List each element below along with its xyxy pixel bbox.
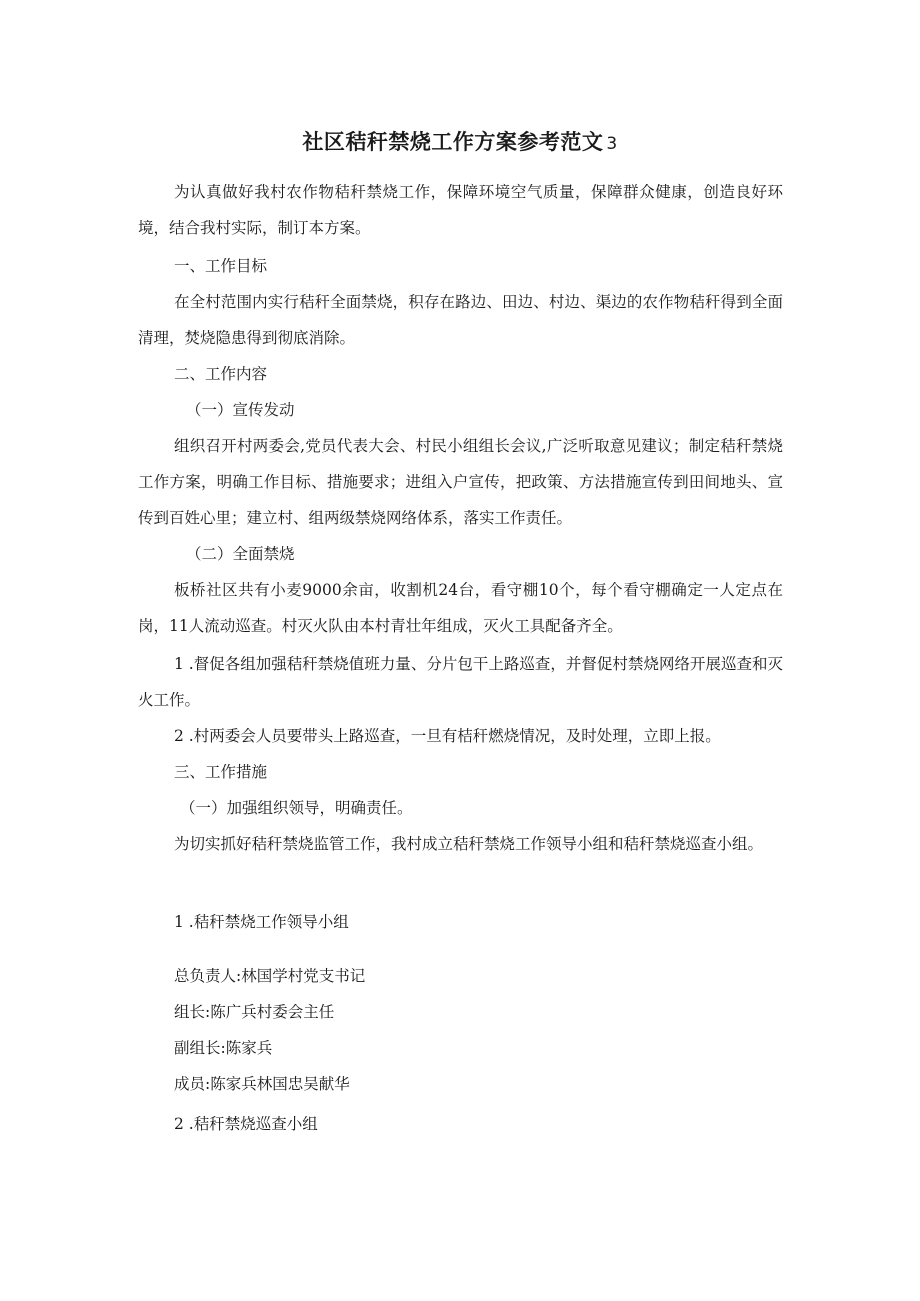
subheading-organization: （一）加强组织领导，明确责任。 [180, 799, 413, 817]
full-ban-paragraph: 板桥社区共有小麦9000余亩，收割机24台，看守棚10个，每个看守棚确定一人定点在岗，11人流动巡查。村灭火队由本村青壮年组成，灭火工具配备齐全。 [138, 581, 783, 635]
chief-responsible-line: 总负责人:林国学村党支书记 [174, 967, 366, 985]
subheading-publicity: （一）宣传发动 [186, 401, 295, 419]
section-heading-content: 二、工作内容 [174, 365, 268, 383]
section-heading-goal: 一、工作目标 [174, 257, 268, 275]
publicity-paragraph: 组织召开村两委会,党员代表大会、村民小组组长会议,广泛听取意见建议；制定秸秆禁烧工作方案，明确工作目标、措施要求；进组入户宣传，把政策、方法措施宣传到田间地头、宣传到百姓心里；建立村、组两级禁烧网络体系，落实工作责任。 [138, 437, 783, 527]
title-number: 3 [606, 134, 618, 154]
patrol-group-title: 2 .秸秆禁烧巡查小组 [174, 1115, 318, 1133]
goal-paragraph: 在全村范围内实行秸秆全面禁烧，积存在路边、田边、村边、渠边的农作物秸秆得到全面清理，焚烧隐患得到彻底消除。 [138, 293, 783, 347]
leading-group-title: 1 .秸秆禁烧工作领导小组 [174, 913, 349, 931]
deputy-leader-line: 副组长:陈家兵 [174, 1039, 273, 1057]
members-line: 成员:陈家兵林国忠吴献华 [174, 1075, 350, 1093]
organization-paragraph: 为切实抓好秸秆禁烧监管工作，我村成立秸秆禁烧工作领导小组和秸秆禁烧巡查小组。 [174, 835, 764, 853]
title-text: 社区秸秆禁烧工作方案参考范文 [302, 130, 604, 154]
subheading-full-ban: （二）全面禁烧 [186, 545, 295, 563]
item-1-paragraph: 1 .督促各组加强秸秆禁烧值班力量、分片包干上路巡查，并督促村禁烧网络开展巡查和灭火工作。 [138, 655, 783, 709]
group-leader-line: 组长:陈广兵村委会主任 [174, 1003, 335, 1021]
item-2-paragraph: 2 .村两委会人员要带头上路巡查，一旦有桔秆燃烧情况，及时处理，立即上报。 [174, 727, 721, 745]
intro-paragraph: 为认真做好我村农作物秸秆禁烧工作，保障环境空气质量，保障群众健康，创造良好环境，结合我村实际，制订本方案。 [138, 183, 783, 237]
section-heading-measures: 三、工作措施 [174, 763, 268, 781]
document-title [0, 126, 920, 156]
